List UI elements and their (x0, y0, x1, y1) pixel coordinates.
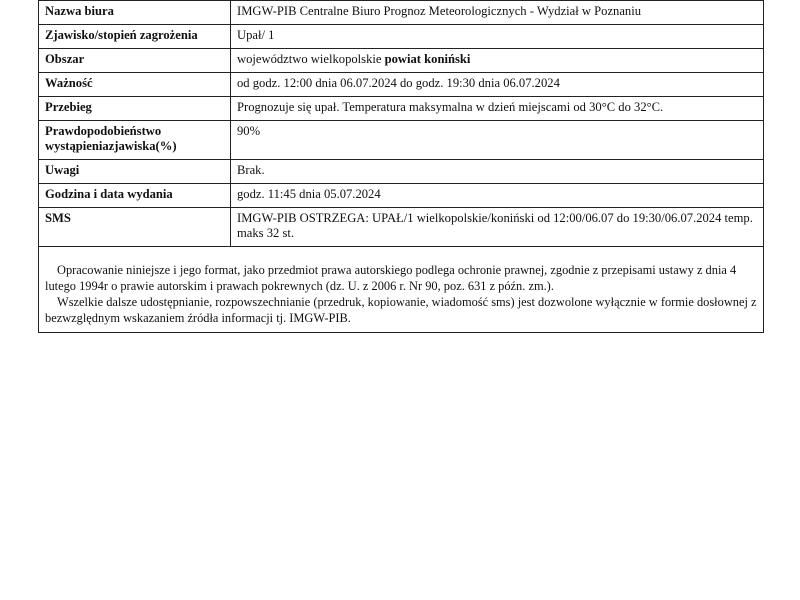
row-office-name (39, 1, 764, 25)
row-sms (39, 208, 764, 247)
row-remarks (39, 160, 764, 184)
remarks-value: Brak. (231, 160, 764, 184)
row-phenomenon (39, 25, 764, 49)
weather-warning-document (38, 0, 764, 333)
validity-value: od godz. 12:00 dnia 06.07.2024 do godz. 19:30 dnia 06.07.2024 (231, 73, 764, 97)
area-county: powiat koniński (384, 52, 471, 66)
phenomenon-label: Zjawisko/stopień zagrożenia (39, 25, 231, 49)
row-issue-time (39, 184, 764, 208)
area-label: Obszar (39, 49, 231, 73)
row-probability (39, 121, 764, 160)
course-value: Prognozuje się upał. Temperatura maksymalna w dzień miejscami od 30°C do 32°C. (231, 97, 764, 121)
row-area (39, 49, 764, 73)
course-label: Przebieg (39, 97, 231, 121)
sms-value: IMGW-PIB OSTRZEGA: UPAŁ/1 wielkopolskie/koniński od 12:00/06.07 do 19:30/06.07.2024 temp. maks 32 st. (231, 208, 764, 247)
row-course (39, 97, 764, 121)
area-region: województwo wielkopolskie (237, 52, 382, 66)
copyright-notice (38, 247, 764, 333)
warning-table (38, 0, 764, 247)
copyright-paragraph: Opracowanie niniejsze i jego format, jako przedmiot prawa autorskiego podlega ochronie prawnej, zgodnie z przepisami ustawy z dnia 4 lutego 1994r o prawie autorskim i prawach pokrewnych (dz. U. z 2006 r. Nr 90, poz. 631 z późn. zm.). (45, 263, 737, 293)
area-value (231, 49, 764, 73)
validity-label: Ważność (39, 73, 231, 97)
row-validity (39, 73, 764, 97)
office-name-value: IMGW-PIB Centralne Biuro Prognoz Meteorologicznych - Wydział w Poznaniu (231, 1, 764, 25)
probability-value: 90% (231, 121, 764, 160)
issue-time-value: godz. 11:45 dnia 05.07.2024 (231, 184, 764, 208)
remarks-label: Uwagi (39, 160, 231, 184)
office-name-label: Nazwa biura (39, 1, 231, 25)
phenomenon-value: Upał/ 1 (231, 25, 764, 49)
issue-time-label: Godzina i data wydania (39, 184, 231, 208)
sms-label: SMS (39, 208, 231, 247)
distribution-paragraph: Wszelkie dalsze udostępnianie, rozpowszechnianie (przedruk, kopiowanie, wiadomość sms) jest dozwolone wyłącznie w formie dosłownej z bezwzględnym wskazaniem źródła informacji tj. IMGW-PIB. (45, 295, 757, 325)
probability-label: Prawdopodobieństwo wystąpieniazjawiska(%) (39, 121, 231, 160)
